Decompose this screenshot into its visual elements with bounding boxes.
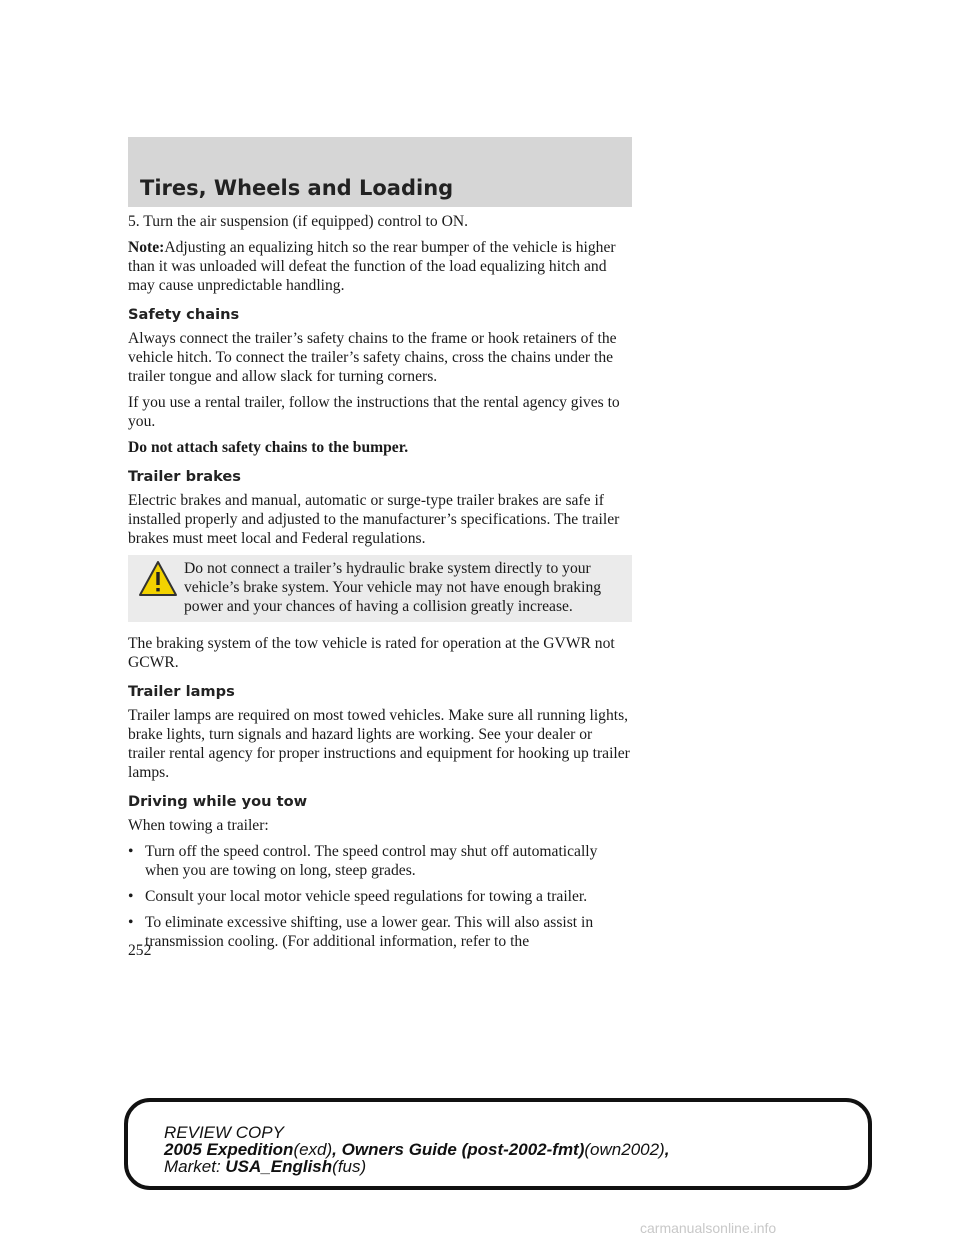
trailer-lamps-paragraph: Trailer lamps are required on most towed vehicles. Make sure all running lights, brake lights, turn signals and hazard lights are working. See your dealer or trailer rental agency for proper instructions and equipment for hooking up trailer lamps. <box>128 707 630 781</box>
bullet-icon: • <box>128 843 134 860</box>
list-item-text: To eliminate excessive shifting, use a lower gear. This will also assist in transmission cooling. (For additional information, refer to the <box>145 914 594 950</box>
guide-code: (own2002) <box>584 1140 665 1159</box>
guide-name: Owners Guide (post-2002-fmt) <box>341 1140 585 1159</box>
list-item-text: Turn off the speed control. The speed control may shut off automatically when you are towing on long, steep grades. <box>145 843 598 879</box>
note-text: Adjusting an equalizing hitch so the rear bumper of the vehicle is higher than it was unloaded will defeat the function of the load equalizing hitch and may cause unpredictable handling. <box>128 239 616 294</box>
towing-bullet-list <box>128 842 632 951</box>
list-item <box>128 913 632 951</box>
bullet-icon: • <box>128 888 134 905</box>
note-label: Note: <box>128 239 165 256</box>
review-copy-text <box>164 1124 669 1175</box>
warning-box <box>128 555 632 622</box>
safety-chains-paragraph-1: Always connect the trailer’s safety chains to the frame or hook retainers of the vehicle hitch. To connect the trailer’s safety chains, cross the chains under the trailer tongue and allow slack for turning corners. <box>128 330 617 385</box>
list-item-text: Consult your local motor vehicle speed regulations for towing a trailer. <box>145 888 588 905</box>
trailer-brakes-paragraph-1: Electric brakes and manual, automatic or surge-type trailer brakes are safe if installed properly and adjusted to the manufacturer’s specifications. The trailer brakes must meet local and Federal regulations. <box>128 492 620 547</box>
safety-chains-paragraph-2: If you use a rental trailer, follow the instructions that the rental agency gives to you. <box>128 394 620 430</box>
model-name: 2005 Expedition <box>164 1140 294 1159</box>
review-copy-market-line <box>164 1158 669 1175</box>
warning-text: Do not connect a trailer’s hydraulic brake system directly to your vehicle’s brake system. Your vehicle may not have enough braking power and your chances of having a collision greatly increase. <box>184 560 602 615</box>
bullet-icon: • <box>128 914 134 931</box>
section-title: Tires, Wheels and Loading <box>140 176 454 200</box>
heading-trailer-brakes: Trailer brakes <box>128 468 241 485</box>
page-content <box>128 212 632 958</box>
safety-chains-bumper-warning: Do not attach safety chains to the bumper. <box>128 439 409 456</box>
driving-intro: When towing a trailer: <box>128 817 269 834</box>
review-copy-model-line <box>164 1141 669 1158</box>
separator: , <box>664 1140 670 1159</box>
market-label: Market: <box>164 1157 226 1176</box>
heading-driving-while-you-tow: Driving while you tow <box>128 793 308 810</box>
step-5: 5. Turn the air suspension (if equipped) control to ON. <box>128 213 468 230</box>
heading-trailer-lamps: Trailer lamps <box>128 683 235 700</box>
model-code: (exd) <box>293 1140 333 1159</box>
heading-safety-chains: Safety chains <box>128 306 240 323</box>
list-item <box>128 887 632 906</box>
trailer-brakes-paragraph-2: The braking system of the tow vehicle is rated for operation at the GVWR not GCWR. <box>128 635 615 671</box>
watermark: carmanualsonline.info <box>640 1220 777 1236</box>
list-item <box>128 842 632 880</box>
market-name: USA_English <box>225 1157 333 1176</box>
warning-triangle-icon <box>138 559 178 599</box>
note-paragraph <box>128 238 632 295</box>
separator: , <box>332 1140 342 1159</box>
review-copy-label: REVIEW COPY <box>164 1123 284 1142</box>
market-code: (fus) <box>332 1157 367 1176</box>
page-number: 252 <box>128 942 152 959</box>
